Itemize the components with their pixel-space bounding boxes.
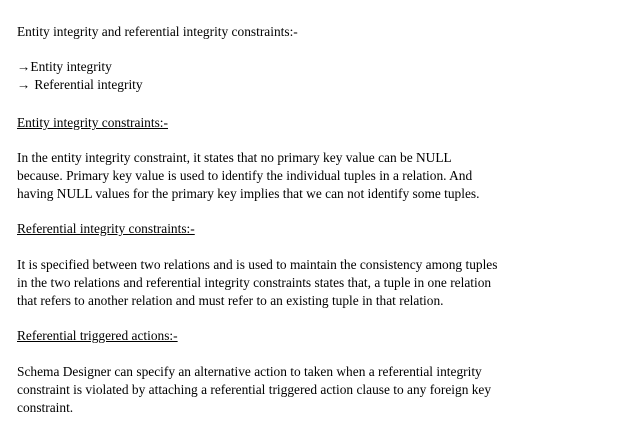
list-item [17,58,112,76]
arrow-right-icon: → [17,59,31,74]
paragraph-line: Schema Designer can specify an alternative action to taken when a referential integrity [17,364,482,379]
paragraph-line: It is specified between two relations and is used to maintain the consistency among tuples [17,257,498,272]
list-item-label: Referential integrity [34,77,143,92]
document-title: Entity integrity and referential integrity constraints:- [17,24,298,39]
paragraph-line: constraint. [17,400,74,415]
list-item-label: Entity integrity [30,59,112,74]
paragraph-line: constraint is violated by attaching a referential triggered action clause to any foreign key [17,382,492,397]
list-item [17,76,143,94]
section-heading-entity-integrity: Entity integrity constraints:- [17,115,168,130]
paragraph-line: that refers to another relation and must refer to an existing tuple in that relation. [17,293,444,308]
paragraph-line: in the two relations and referential integrity constraints states that, a tuple in one relation [17,275,492,290]
paragraph-line: because. Primary key value is used to identify the individual tuples in a relation. And [17,168,473,183]
arrow-right-icon: → [17,77,31,92]
paragraph-line: having NULL values for the primary key implies that we can not identify some tuples. [17,186,480,201]
section-heading-referential-triggered-actions: Referential triggered actions:- [17,328,178,343]
section-heading-referential-integrity: Referential integrity constraints:- [17,221,195,236]
paragraph-line: In the entity integrity constraint, it states that no primary key value can be NULL [17,150,452,165]
